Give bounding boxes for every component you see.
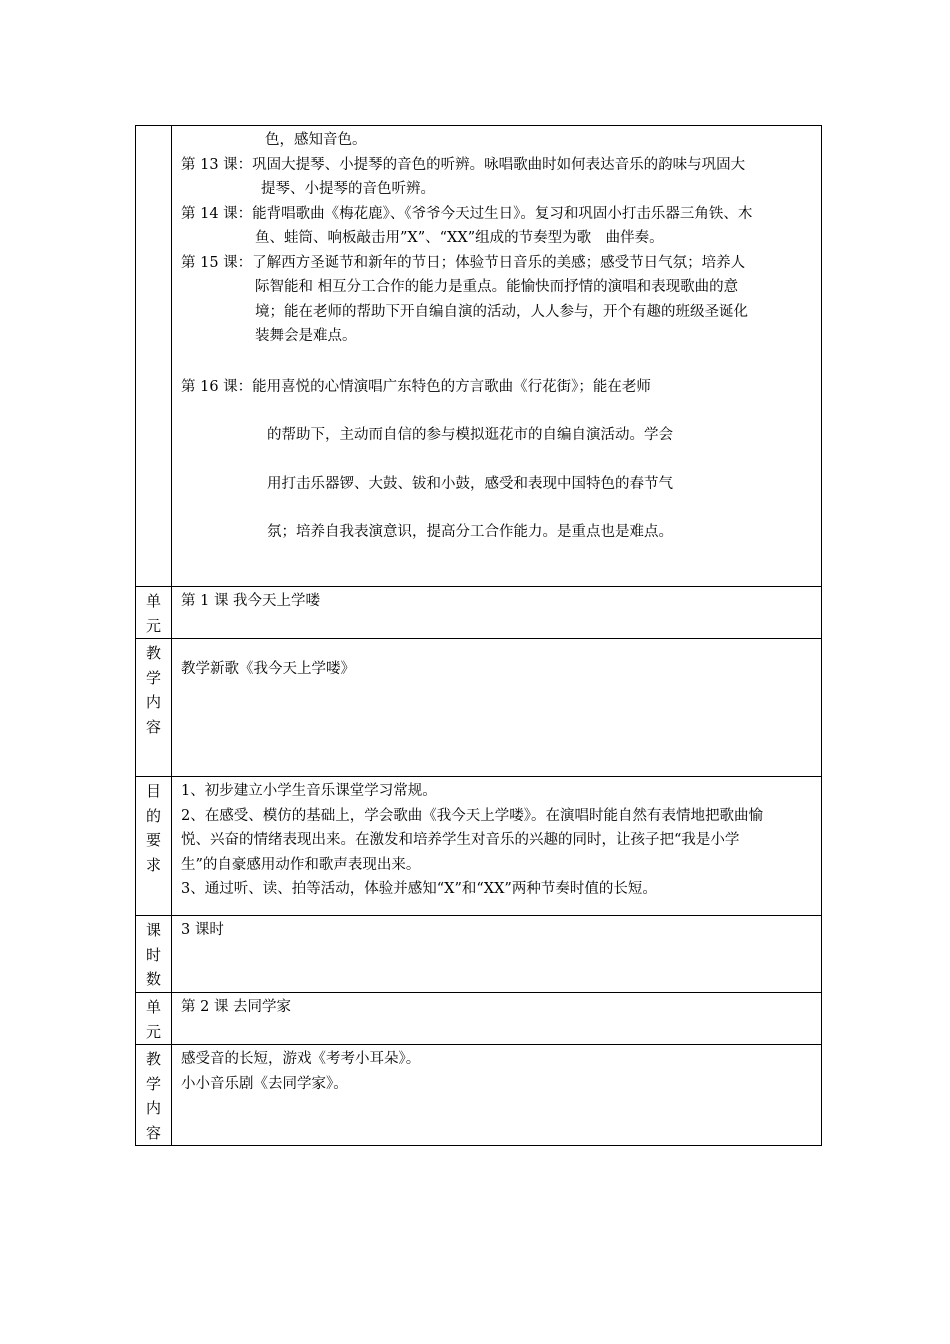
unit1-title: 第 1 课 我今天上学喽 xyxy=(181,593,321,609)
unit-label-char: 元 xyxy=(145,1022,161,1041)
goal-label-char: 求 xyxy=(145,855,161,874)
goal-line: 1、初步建立小学生音乐课堂学习常规。 xyxy=(181,783,437,799)
unit1-content-cell xyxy=(172,639,822,777)
unit2-content-label-cell xyxy=(136,1045,172,1146)
goal-line: 3、通过听、读、拍等活动，体验并感知“X”和“XX”两种节奏时值的长短。 xyxy=(181,881,657,897)
unit1-title-cell xyxy=(172,587,822,639)
unit1-title-row xyxy=(136,587,822,639)
lesson-15-cont-1: 际智能和 相互分工合作的能力是重点。能愉快而抒情的演唱和表现歌曲的意 xyxy=(255,279,739,295)
content-label-char: 学 xyxy=(145,668,161,687)
unit1-hours-cell xyxy=(172,916,822,993)
unit1-hours-label-cell xyxy=(136,916,172,993)
goal-line: 2、在感受、模仿的基础上，学会歌曲《我今天上学喽》。在演唱时能自然有表情地把歌曲愉 xyxy=(181,807,763,824)
unit1-content: 教学新歌《我今天上学喽》 xyxy=(181,661,355,677)
lesson-13-cont: 提琴、小提琴的音色听辨。 xyxy=(261,181,435,197)
content-label-char: 教 xyxy=(145,1050,161,1068)
continuation-label-cell xyxy=(136,126,172,587)
unit2-content-line: 小小音乐剧《去同学家》。 xyxy=(181,1075,348,1092)
content-label-char: 内 xyxy=(145,1099,161,1117)
lesson-15 xyxy=(181,251,819,276)
content-label-char: 容 xyxy=(145,717,161,736)
content-label-char: 内 xyxy=(145,693,161,711)
content-label-char: 教 xyxy=(145,644,161,662)
unit1-content-label-cell xyxy=(136,639,172,777)
lesson-15-text: 了解西方圣诞节和新年的节日；体验节日音乐的美感；感受节日气氛；培养人 xyxy=(252,254,746,271)
lesson-14-cont: 鱼、蛙筒、响板敲击用”X”、“XX”组成的节奏型为歌 曲伴奏。 xyxy=(255,230,664,246)
lesson-16-text: 能用喜悦的心情演唱广东特色的方言歌曲《行花街》；能在老师 xyxy=(252,378,651,395)
lesson-16 xyxy=(181,375,819,400)
lesson-15-cont-3: 装舞会是难点。 xyxy=(255,328,357,344)
goal-line: 悦、兴奋的情绪表现出来。在激发和培养学生对音乐的兴趣的同时，让孩子把“我是小学 xyxy=(181,832,740,848)
unit2-label-cell xyxy=(136,993,172,1045)
continuation-line: 色，感知音色。 xyxy=(265,132,367,148)
lesson-13-label: 第 13 课： xyxy=(181,156,253,173)
unit-label-char: 单 xyxy=(145,998,161,1016)
goal-label-char: 的 xyxy=(145,806,161,825)
continuation-cell xyxy=(172,126,822,587)
lesson-14-text: 能背唱歌曲《梅花鹿》、《爷爷今天过生日》。复习和巩固小打击乐器三角铁、木 xyxy=(252,205,753,222)
lesson-13 xyxy=(181,153,819,178)
unit1-goals-cell xyxy=(172,777,822,916)
hours-label-char: 课 xyxy=(145,921,161,939)
unit1-hours: 3 课时 xyxy=(181,922,224,938)
goal-line: 生”的自豪感用动作和歌声表现出来。 xyxy=(181,856,421,873)
unit2-title: 第 2 课 去同学家 xyxy=(181,999,292,1015)
unit1-goals-label-cell xyxy=(136,777,172,916)
unit-label-char: 单 xyxy=(145,592,161,610)
unit2-content-cell xyxy=(172,1045,822,1146)
lesson-16-cont-1: 的帮助下，主动而自信的参与模拟逛花市的自编自演活动。学会 xyxy=(267,427,673,443)
unit1-hours-row xyxy=(136,916,822,993)
lesson-13-text: 巩固大提琴、小提琴的音色的听辨。咏唱歌曲时如何表达音乐的韵味与巩固大 xyxy=(252,156,746,173)
hours-label-char: 时 xyxy=(145,945,161,964)
unit2-title-cell xyxy=(172,993,822,1045)
unit-label-char: 元 xyxy=(145,616,161,635)
lesson-14 xyxy=(181,202,819,227)
lesson-plan-table xyxy=(135,125,822,1146)
content-label-char: 容 xyxy=(145,1123,161,1142)
lesson-15-cont-2: 境；能在老师的帮助下开自编自演的活动，人人参与，开个有趣的班级圣诞化 xyxy=(255,303,748,320)
unit1-label-cell xyxy=(136,587,172,639)
lesson-16-label: 第 16 课： xyxy=(181,378,253,395)
goal-label-char: 目 xyxy=(145,782,161,800)
unit2-title-row xyxy=(136,993,822,1045)
unit1-content-row xyxy=(136,639,822,777)
hours-label-char: 数 xyxy=(145,970,161,988)
lesson-15-label: 第 15 课： xyxy=(181,254,253,271)
unit2-content-row xyxy=(136,1045,822,1146)
lesson-14-label: 第 14 课： xyxy=(181,205,253,222)
lesson-16-cont-2: 用打击乐器锣、大鼓、钹和小鼓，感受和表现中国特色的春节气 xyxy=(267,475,673,492)
lesson-16-cont-3: 氛；培养自我表演意识，提高分工合作能力。是重点也是难点。 xyxy=(267,524,673,540)
continuation-row xyxy=(136,126,822,587)
unit1-goals-row xyxy=(136,777,822,916)
unit2-content-line: 感受音的长短，游戏《考考小耳朵》。 xyxy=(181,1051,421,1067)
goal-label-char: 要 xyxy=(145,831,161,849)
content-label-char: 学 xyxy=(145,1074,161,1093)
